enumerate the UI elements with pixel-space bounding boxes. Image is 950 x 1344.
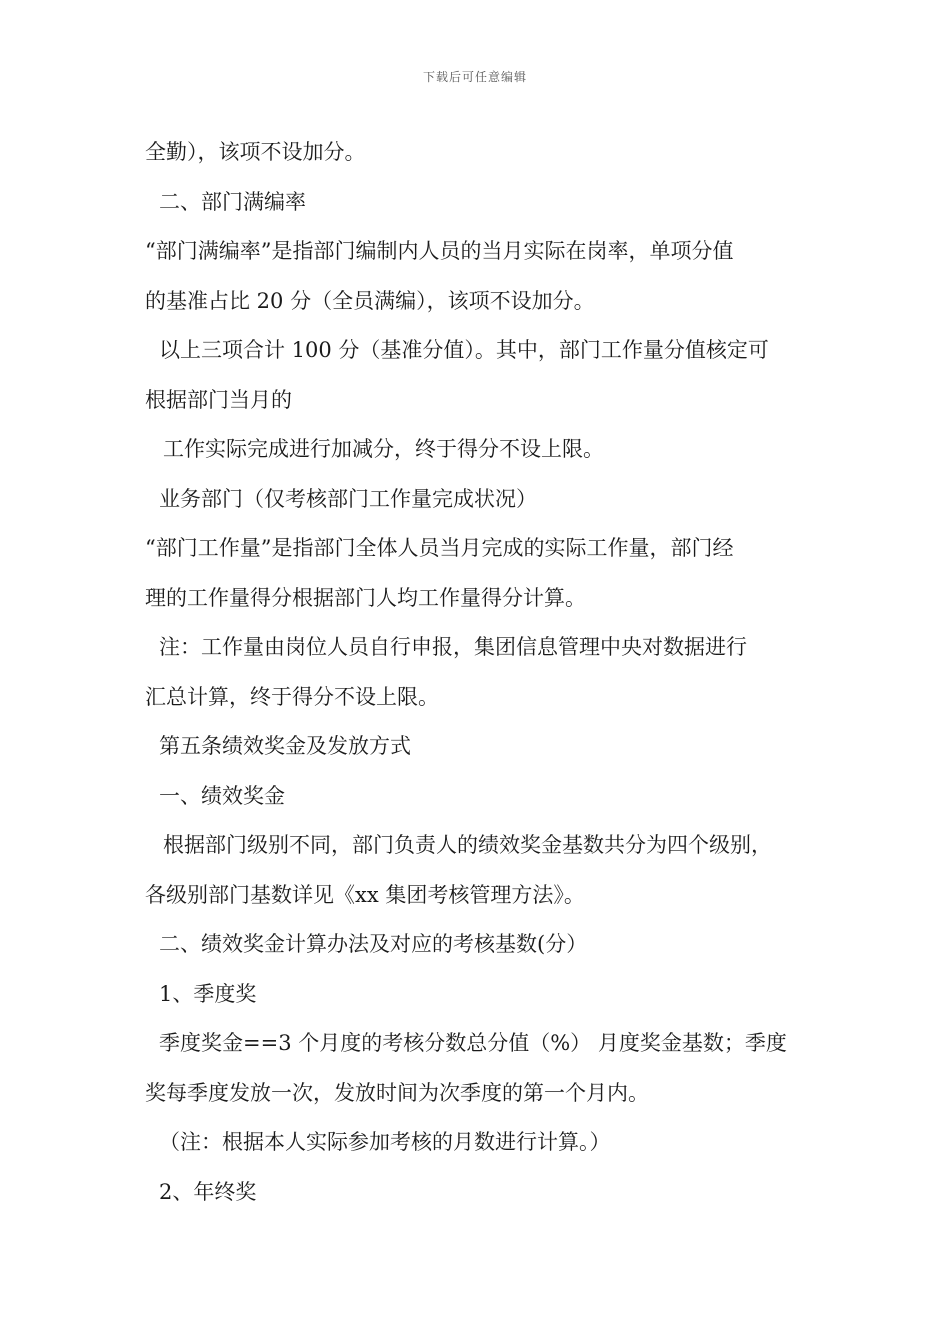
article-heading: 第五条绩效奖金及发放方式 — [159, 734, 411, 758]
paragraph-line: 全勤），该项不设加分。 — [145, 140, 366, 164]
paragraph-line: 工作实际完成进行加减分，终于得分不设上限。 — [163, 437, 604, 461]
section-heading: 二、部门满编率 — [159, 189, 306, 214]
paragraph-line: 的基准占比 20 分（全员满编），该项不设加分。 — [145, 288, 595, 313]
section-heading: 一、绩效奖金 — [159, 783, 285, 808]
paragraph-line: 理的工作量得分根据部门人均工作量得分计算。 — [145, 585, 586, 610]
page-header: 下载后可任意编辑 — [422, 70, 527, 84]
section-heading: 业务部门（仅考核部门工作量完成状况） — [159, 486, 537, 511]
paragraph-line: 奖每季度发放一次，发放时间为次季度的第一个月内。 — [145, 1080, 649, 1105]
note-line: （注：根据本人实际参加考核的月数进行计算。） — [159, 1130, 611, 1154]
section-heading: 二、绩效奖金计算办法及对应的考核基数(分） — [159, 932, 588, 956]
paragraph-line: 根据部门级别不同，部门负责人的绩效奖金基数共分为四个级别， — [163, 833, 772, 857]
subsection-heading: 1、季度奖 — [159, 981, 257, 1006]
paragraph-line: 各级别部门基数详见《xx 集团考核管理方法》。 — [145, 882, 585, 907]
document-body — [145, 132, 813, 1221]
paragraph-line: 根据部门当月的 — [145, 387, 292, 412]
subsection-heading: 2、年终奖 — [159, 1179, 257, 1204]
note-line: 注：工作量由岗位人员自行申报，集团信息管理中央对数据进行 — [159, 635, 747, 659]
paragraph-line: “部门工作量”是指部门全体人员当月完成的实际工作量，部门经 — [145, 536, 734, 560]
paragraph-line: 季度奖金==3 个月度的考核分数总分值（%） 月度奖金基数；季度 — [159, 1031, 787, 1055]
paragraph-line: “部门满编率”是指部门编制内人员的当月实际在岗率，单项分值 — [145, 239, 734, 263]
paragraph-line: 以上三项合计 100 分（基准分值）。其中，部门工作量分值核定可 — [159, 338, 769, 362]
paragraph-line: 汇总计算，终于得分不设上限。 — [145, 684, 439, 709]
